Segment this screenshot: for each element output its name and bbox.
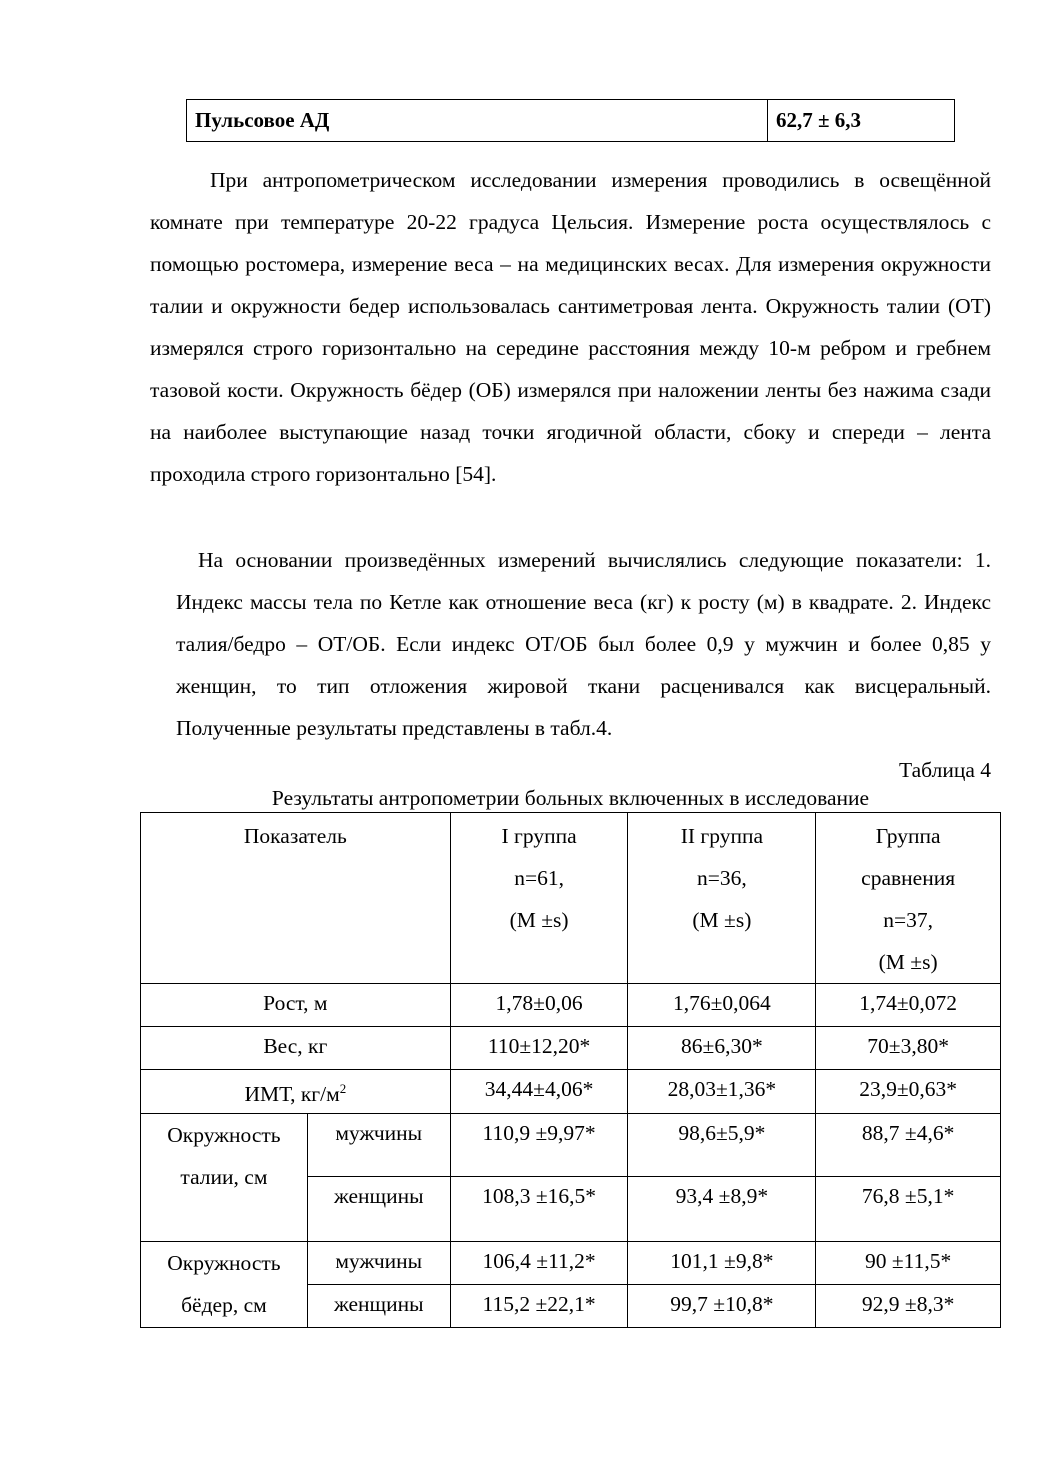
- pulse-pressure-value: 62,7 ± 6,3: [768, 100, 955, 142]
- cell-g1: 108,3 ±16,5*: [450, 1177, 628, 1242]
- header-g3-line4: (M ±s): [878, 950, 938, 974]
- header-g3-line3: n=37,: [883, 908, 933, 932]
- header-indicator: Показатель: [141, 813, 451, 984]
- cell-g1: 115,2 ±22,1*: [450, 1285, 628, 1328]
- cell-g3: 76,8 ±5,1*: [816, 1177, 1001, 1242]
- header-g2-line1: II группа: [680, 824, 764, 848]
- sex-label-men: мужчины: [307, 1114, 450, 1177]
- header-g1-line2: n=61,: [514, 866, 564, 890]
- cell-g1: 34,44±4,06*: [450, 1070, 628, 1114]
- header-group-3: [816, 813, 1001, 984]
- table-row-hips-men: [141, 1242, 1001, 1285]
- cell-g2: 28,03±1,36*: [628, 1070, 816, 1114]
- table-row-height: [141, 984, 1001, 1027]
- header-g1-line3: (M ±s): [509, 908, 569, 932]
- cell-g2: 98,6±5,9*: [628, 1114, 816, 1177]
- hips-label-text: Окружность бёдер, см: [167, 1251, 281, 1318]
- cell-g1: 1,78±0,06: [450, 984, 628, 1027]
- header-group-2: [628, 813, 816, 984]
- sex-label-women: женщины: [307, 1177, 450, 1242]
- header-g3-line1: Группа: [875, 824, 941, 848]
- waist-label-text: Окружность талии, см: [167, 1123, 281, 1190]
- cell-g2: 1,76±0,064: [628, 984, 816, 1027]
- anthropometry-table: [140, 812, 1001, 1328]
- header-g3-line2: сравнения: [861, 866, 956, 890]
- header-g2-line2: n=36,: [696, 866, 747, 890]
- cell-g1: 106,4 ±11,2*: [450, 1242, 628, 1285]
- paragraph-indices-text: На основании произведённых измерений вычислялись следующие показатели: 1. Индекс массы тела по Кетле как отношение веса (кг) к росту (м) в квадрате. 2. Индекс талия/бедро – ОТ/ОБ. Если индекс ОТ/ОБ был более 0,9 у мужчин и более 0,85 у женщин, то тип отложения жировой ткани расценивался как висцеральный. Полученные результаты представлены в табл.4.: [176, 548, 991, 740]
- header-g1-line1: I группа: [501, 824, 577, 848]
- sex-label-women: женщины: [307, 1285, 450, 1328]
- cell-g3: 1,74±0,072: [816, 984, 1001, 1027]
- cell-g3: 92,9 ±8,3*: [816, 1285, 1001, 1328]
- paragraph-anthropometry-method: При антропометрическом исследовании измерения проводились в освещённой комнате при температуре 20-22 градуса Цельсия. Измерение роста осуществлялось с помощью ростомера, измерение веса – на медицинских весах. Для измерения окружности талии и окружности бедер использовалась сантиметровая лента. Окружность талии (ОТ) измерялся строго горизонтально на середине расстояния между 10-м ребром и гребнем тазовой кости. Окружность бёдер (ОБ) измерялся при наложении ленты без нажима сзади на наиболее выступающие назад точки ягодичной области, сбоку и спереди – лента проходила строго горизонтально [54].: [150, 168, 991, 486]
- cell-g2: 93,4 ±8,9*: [628, 1177, 816, 1242]
- row-label: Рост, м: [141, 984, 451, 1027]
- cell-g2: 86±6,30*: [628, 1027, 816, 1070]
- cell-g1: 110,9 ±9,97*: [450, 1114, 628, 1177]
- table-row-waist-men: [141, 1114, 1001, 1177]
- cell-g3: 90 ±11,5*: [816, 1242, 1001, 1285]
- bmi-superscript: 2: [339, 1081, 347, 1096]
- cell-g2: 99,7 ±10,8*: [628, 1285, 816, 1328]
- cell-g1: 110±12,20*: [450, 1027, 628, 1070]
- cell-g3: 70±3,80*: [816, 1027, 1001, 1070]
- table-row-weight: [141, 1027, 1001, 1070]
- pulse-pressure-row: [187, 100, 955, 142]
- table-number: Таблица 4: [899, 758, 991, 782]
- table-title: Результаты антропометрии больных включенных в исследование: [271, 786, 870, 810]
- table-row-bmi: [141, 1070, 1001, 1114]
- cell-g3: 88,7 ±4,6*: [816, 1114, 1001, 1177]
- row-label: Вес, кг: [141, 1027, 451, 1070]
- cell-g2: 101,1 ±9,8*: [628, 1242, 816, 1285]
- table-header-row: [141, 813, 1001, 984]
- bmi-label: ИМТ, кг/м: [244, 1082, 340, 1107]
- pulse-pressure-table: [186, 99, 955, 142]
- hips-label: [141, 1242, 308, 1328]
- row-label: [141, 1070, 451, 1114]
- pulse-pressure-label: Пульсовое АД: [187, 100, 768, 142]
- header-g2-line3: (M ±s): [692, 908, 752, 932]
- waist-label: [141, 1114, 308, 1242]
- paragraph-indices: [176, 539, 991, 749]
- sex-label-men: мужчины: [307, 1242, 450, 1285]
- cell-g3: 23,9±0,63*: [816, 1070, 1001, 1114]
- header-group-1: [450, 813, 628, 984]
